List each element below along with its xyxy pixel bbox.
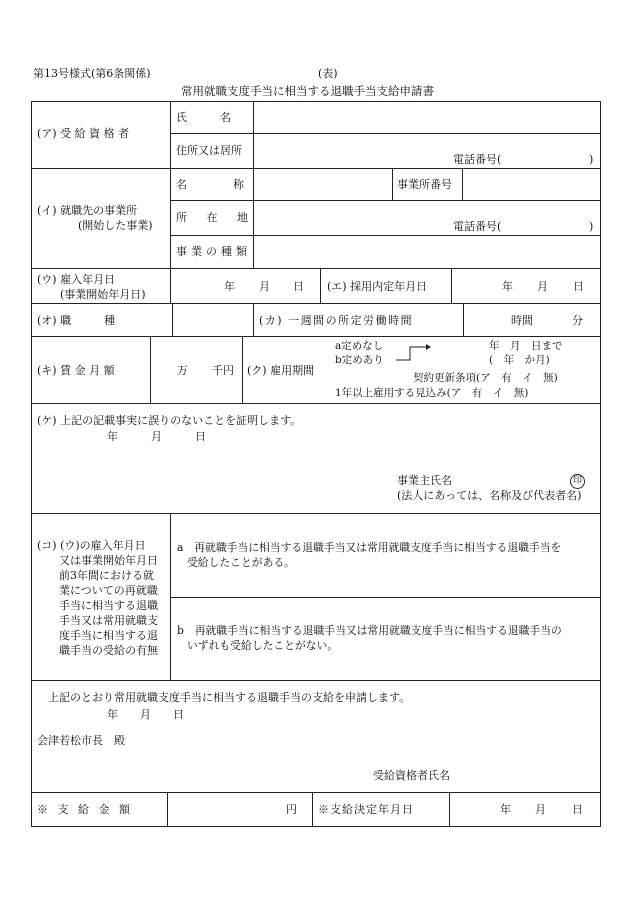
offer-date-year: 年	[502, 280, 513, 293]
corporation-note: (法人にあっては、名称及び代表者名)	[397, 489, 582, 502]
applicant-name-label: 氏 名	[176, 111, 231, 124]
employer-phone-close: )	[589, 220, 594, 233]
decision-date-year: 年	[500, 803, 511, 816]
decision-date-month: 月	[535, 803, 546, 816]
office-number-label: 事業所番号	[397, 178, 452, 191]
hire-date-day: 日	[293, 280, 304, 293]
work-hours-label: (カ) 一週間の所定労働時間	[259, 314, 414, 327]
offer-date-label: (エ) 採用内定年月日	[327, 280, 428, 293]
wage-label: (キ) 賃 金 月 額	[37, 364, 115, 377]
wage-man: 万	[177, 364, 188, 377]
occupation-label: (オ) 職 種	[37, 314, 116, 327]
employment-expectation: 1年以上雇用する見込み(ア 有 イ 無)	[335, 387, 529, 399]
employment-period-label: (ク) 雇用期間	[247, 364, 315, 377]
employment-period-until: 年 月 日まで	[489, 340, 563, 352]
employer-label: (イ) 就職先の事業所	[37, 204, 138, 217]
employer-phone-label: 電話番号(	[453, 220, 502, 233]
applicant-phone-label: 電話番号(	[453, 153, 502, 166]
employment-period-option-a: a定めなし	[335, 340, 384, 352]
arrow-icon	[393, 343, 431, 363]
prior-receipt-option-b: b 再就職手当に相当する退職手当又は常用就職支度手当に相当する退職手当の	[177, 624, 562, 637]
hire-date-label: (ウ) 雇入年月日	[37, 273, 116, 286]
seal-icon: 印	[570, 474, 585, 489]
employer-label-sub: (開始した事業)	[78, 219, 153, 232]
form-side: (表)	[318, 67, 338, 80]
wage-sen-yen: 千円	[212, 364, 234, 377]
form-number: 第13号様式(第6条関係)	[33, 67, 151, 80]
decision-date-label: ※支給決定年月日	[318, 803, 414, 816]
page-title: 常用就職支度手当に相当する退職手当支給申請書	[181, 84, 434, 98]
payment-amount-label: ※ 支 給 金 額	[37, 803, 133, 816]
applicant-phone-close: )	[589, 153, 594, 166]
certification-statement: (ケ) 上記の記載事実に誤りのないことを証明します。	[37, 414, 302, 427]
prior-receipt-option-b-cont: いずれも受給したことがない。	[187, 639, 339, 652]
prior-receipt-label: (コ) (ウ)の雇入年月日 又は事業開始年月日 前3年間における就 業についての再就職 手当に相当する退職 手当又は常用就職支 度手当に相当する退 職手当の受給の有無	[37, 539, 158, 657]
applicant-signature-label: 受給資格者氏名	[373, 769, 450, 782]
employer-location-label: 所 在 地	[176, 211, 256, 224]
hire-date-month: 月	[259, 280, 270, 293]
employment-period-months: ( 年 か月)	[489, 354, 550, 366]
business-type-label: 事業の種類	[176, 245, 251, 258]
applicant-label: (ア) 受 給 資 格 者	[37, 127, 130, 140]
work-hours-hours: 時間	[511, 314, 533, 327]
hire-date-year: 年	[224, 280, 235, 293]
employment-period-option-b: b定めあり	[335, 354, 384, 366]
employer-name-label: 事業主氏名	[397, 474, 452, 487]
prior-receipt-option-a-cont: 受給したことがある。	[187, 556, 295, 569]
decision-date-day: 日	[572, 803, 583, 816]
application-date: 年 月 日	[107, 708, 184, 721]
renewal-clause: 契約更新条項(ア 有 イ 無)	[413, 372, 558, 384]
offer-date-month: 月	[537, 280, 548, 293]
employer-name-label: 名 称	[176, 178, 252, 191]
applicant-address-label: 住所又は居所	[176, 144, 242, 157]
certification-date: 年 月 日	[107, 430, 206, 443]
addressee: 会津若松市長 殿	[37, 734, 125, 747]
offer-date-day: 日	[573, 280, 584, 293]
hire-date-label-sub: (事業開始年月日)	[60, 288, 146, 301]
prior-receipt-option-a: a 再就職手当に相当する退職手当又は常用就職支度手当に相当する退職手当を	[177, 541, 562, 554]
application-statement: 上記のとおり常用就職支度手当に相当する退職手当の支給を申請します。	[48, 691, 411, 704]
payment-amount-yen: 円	[286, 803, 297, 816]
work-hours-minutes: 分	[572, 314, 583, 327]
